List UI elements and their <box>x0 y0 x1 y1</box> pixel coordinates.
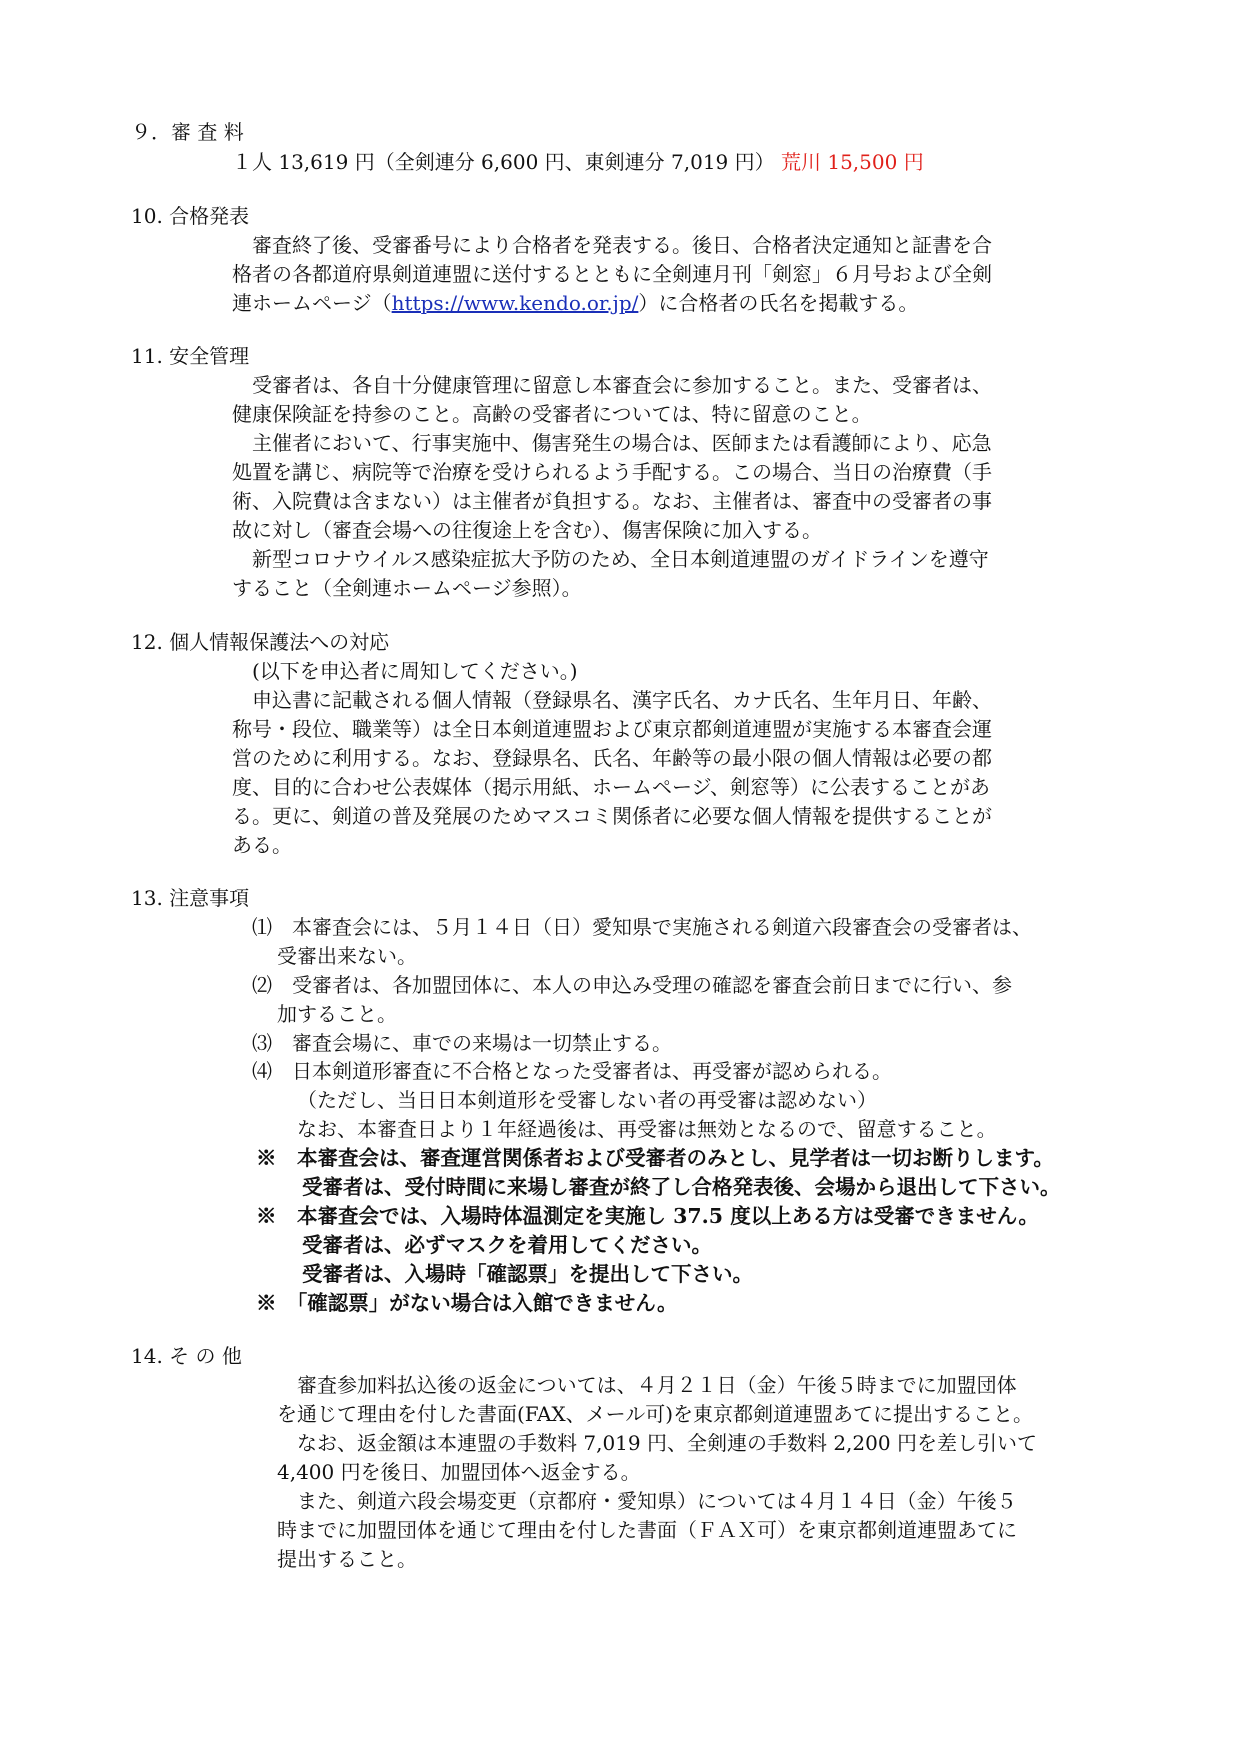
section-14-heading: 14. そ の 他 <box>131 1344 242 1368</box>
section-12-notice: (以下を申込者に周知してください。) <box>252 659 578 683</box>
section-9-heading: ９．審 査 料 <box>131 120 244 144</box>
section-12-line-1: 申込書に記載される個人情報（登録県名、漢字氏名、カナ氏名、生年月日、年齢、 <box>252 688 992 712</box>
section-13-item-3: ⑶ 審査会場に、車での来場は一切禁止する。 <box>252 1031 672 1055</box>
section-12-line-4: 度、目的に合わせ公表媒体（掲示用紙、ホームページ、剣窓等）に公表することがあ <box>232 775 990 799</box>
section-10-line-2: 格者の各都道府県剣道連盟に送付するとともに全剣連月刊「剣窓」６月号および全剣 <box>232 262 992 286</box>
section-13-item-4-note-2: なお、本審査日より１年経過後は、再受審は無効となるので、留意すること。 <box>297 1117 997 1141</box>
section-14-line-5: また、剣道六段会場変更（京都府・愛知県）については４月１４日（金）午後５ <box>297 1489 1017 1513</box>
section-9-fee <box>232 149 924 175</box>
section-14-line-4: 4,400 円を後日、加盟団体へ返金する。 <box>277 1460 641 1484</box>
section-14-line-1: 審査参加料払込後の返金については、４月２１日（金）午後５時までに加盟団体 <box>297 1373 1017 1397</box>
section-11-heading: 11. 安全管理 <box>131 344 250 368</box>
section-11-line-3: 主催者において、行事実施中、傷害発生の場合は、医師または看護師により、応急 <box>252 431 992 455</box>
section-12-line-6: ある。 <box>232 833 292 857</box>
section-13-item-1: ⑴ 本審査会には、５月１４日（日）愛知県で実施される剣道六段審査会の受審者は、 <box>252 915 1032 939</box>
section-14-line-7: 提出すること。 <box>277 1547 417 1571</box>
section-14-line-6: 時までに加盟団体を通じて理由を付した書面（ＦＡＸ可）を東京都剣道連盟あてに <box>277 1518 1017 1542</box>
notice-submit-confirmation: 受審者は、入場時「確認票」を提出して下さい。 <box>302 1262 753 1286</box>
fee-text: １人 13,619 円（全剣連分 6,600 円、東剣連分 7,019 円） <box>232 150 775 174</box>
section-11-line-1: 受審者は、各自十分健康管理に留意し本審査会に参加すること。また、受審者は、 <box>252 373 992 397</box>
section-11-line-6: 故に対し（審査会場への往復途上を含む）、傷害保険に加入する。 <box>232 518 822 542</box>
section-11-line-5: 術、入院費は含まない）は主催者が負担する。なお、主催者は、審査中の受審者の事 <box>232 489 992 513</box>
section-11-line-7: 新型コロナウイルス感染症拡大予防のため、全日本剣道連盟のガイドラインを遵守 <box>252 547 989 571</box>
section-10-line-3 <box>232 290 918 316</box>
notice-no-entry: ※ 「確認票」がない場合は入館できません。 <box>256 1291 678 1315</box>
section-13-item-2-cont: 加すること。 <box>277 1002 397 1026</box>
section-11-line-2: 健康保険証を持参のこと。高齢の受審者については、特に留意のこと。 <box>232 402 872 426</box>
kendo-website-link[interactable]: https://www.kendo.or.jp/ <box>391 291 639 315</box>
notice-wear-mask: 受審者は、必ずマスクを着用してください。 <box>302 1233 712 1257</box>
url-suffix: ）に合格者の氏名を掲載する。 <box>638 291 919 315</box>
section-13-heading: 13. 注意事項 <box>131 886 250 910</box>
section-12-line-5: る。更に、剣道の普及発展のためマスコミ関係者に必要な個人情報を提供することが <box>232 804 992 828</box>
section-11-line-8: すること（全剣連ホームページ参照）。 <box>232 576 582 600</box>
section-10-heading: 10. 合格発表 <box>131 204 250 228</box>
notice-temperature-check: ※ 本審査会では、入場時体温測定を実施し 37.5 度以上ある方は受審できません。 <box>256 1204 1039 1228</box>
section-12-line-3: 営のために利用する。なお、登録県名、氏名、年齢等の最小限の個人情報は必要の都 <box>232 746 992 770</box>
section-10-line-1: 審査終了後、受審番号により合格者を発表する。後日、合格者決定通知と証書を合 <box>252 233 992 257</box>
section-14-line-3: なお、返金額は本連盟の手数料 7,019 円、全剣連の手数料 2,200 円を差し引いて <box>297 1431 1037 1455</box>
url-prefix: 連ホームページ（ <box>232 291 392 315</box>
section-13-item-4-note: （ただし、当日日本剣道形を受審しない者の再受審は認めない） <box>297 1088 877 1112</box>
section-13-item-1-cont: 受審出来ない。 <box>277 944 417 968</box>
section-12-heading: 12. 個人情報保護法への対応 <box>131 630 390 654</box>
arakawa-fee: 荒川 15,500 円 <box>781 150 924 174</box>
section-14-line-2: を通じて理由を付した書面(FAX、メール可)を東京都剣道連盟あてに提出すること。 <box>277 1402 1034 1426</box>
section-13-item-4: ⑷ 日本剣道形審査に不合格となった受審者は、再受審が認められる。 <box>252 1059 892 1083</box>
section-13-item-2: ⑵ 受審者は、各加盟団体に、本人の申込み受理の確認を審査会前日までに行い、参 <box>252 973 1012 997</box>
notice-leave-venue: 受審者は、受付時間に来場し審査が終了し合格発表後、会場から退出して下さい。 <box>302 1175 1061 1199</box>
notice-no-spectators: ※ 本審査会は、審査運営関係者および受審者のみとし、見学者は一切お断りします。 <box>256 1146 1054 1170</box>
section-12-line-2: 称号・段位、職業等）は全日本剣道連盟および東京都剣道連盟が実施する本審査会運 <box>232 717 992 741</box>
section-11-line-4: 処置を講じ、病院等で治療を受けられるよう手配する。この場合、当日の治療費（手 <box>232 460 992 484</box>
